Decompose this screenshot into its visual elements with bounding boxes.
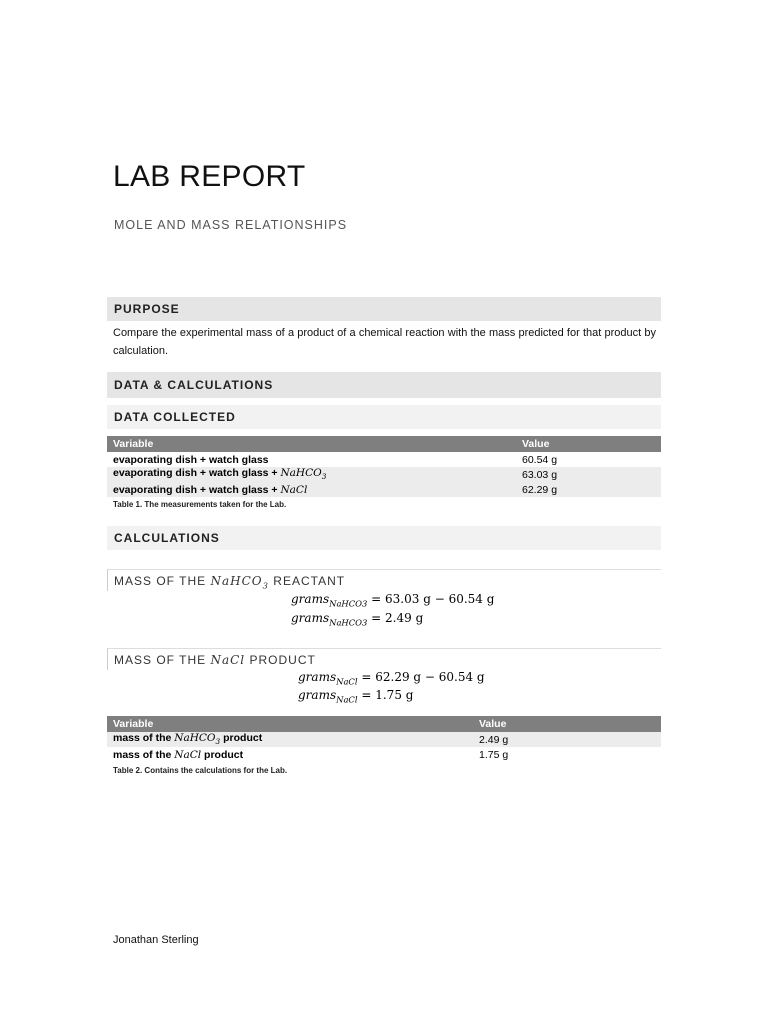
column-header-variable: Variable (107, 436, 516, 452)
calculations-heading: CALCULATIONS (107, 526, 661, 550)
table-row (107, 732, 661, 747)
author-name: Jonathan Sterling (113, 934, 199, 946)
row-value: 62.29 g (516, 482, 661, 497)
table-header-row (107, 716, 661, 732)
calculations-table (107, 716, 661, 762)
data-collected-heading: DATA COLLECTED (107, 405, 661, 429)
table-row (107, 452, 661, 467)
table1-caption: Table 1. The measurements taken for the Lab. (113, 500, 287, 509)
row-variable: evaporating dish + watch glass + NaHCO$_3$ (107, 467, 516, 482)
table-header-row (107, 436, 661, 452)
row-value: 2.49 g (473, 732, 661, 747)
page-subtitle: MOLE AND MASS RELATIONSHIPS (114, 218, 348, 232)
column-header-value: Value (473, 716, 661, 732)
table-row (107, 467, 661, 482)
product-equation-2: grams$_{NaCl}$ = 1.75 g (298, 688, 414, 705)
product-heading: MASS OF THE NaCl PRODUCT (107, 648, 661, 670)
column-header-variable: Variable (107, 716, 473, 732)
reactant-equation-2: grams$_{NaHCO3}$ = 2.49 g (291, 611, 424, 628)
row-variable: mass of the NaCl product (107, 747, 473, 762)
data-calculations-heading: DATA & CALCULATIONS (107, 372, 661, 398)
page-title: LAB REPORT (113, 160, 306, 193)
table-row (107, 747, 661, 762)
row-variable: mass of the NaHCO$_3$ product (107, 732, 473, 747)
row-value: 1.75 g (473, 747, 661, 762)
reactant-heading: MASS OF THE NaHCO$_3$ REACTANT (107, 569, 661, 591)
row-value: 60.54 g (516, 452, 661, 467)
row-value: 63.03 g (516, 467, 661, 482)
purpose-heading: PURPOSE (107, 297, 661, 321)
table2-caption: Table 2. Contains the calculations for the Lab. (113, 766, 288, 775)
column-header-value: Value (516, 436, 661, 452)
row-variable: evaporating dish + watch glass + NaCl (107, 482, 516, 497)
row-variable: evaporating dish + watch glass (107, 452, 516, 467)
product-equation-1: grams$_{NaCl}$ = 62.29 g − 60.54 g (298, 670, 485, 687)
data-collected-table (107, 436, 661, 497)
table-row (107, 482, 661, 497)
reactant-equation-1: grams$_{NaHCO3}$ = 63.03 g − 60.54 g (291, 592, 495, 609)
purpose-text: Compare the experimental mass of a product of a chemical reaction with the mass predicted for that product by calculation. (113, 327, 656, 357)
